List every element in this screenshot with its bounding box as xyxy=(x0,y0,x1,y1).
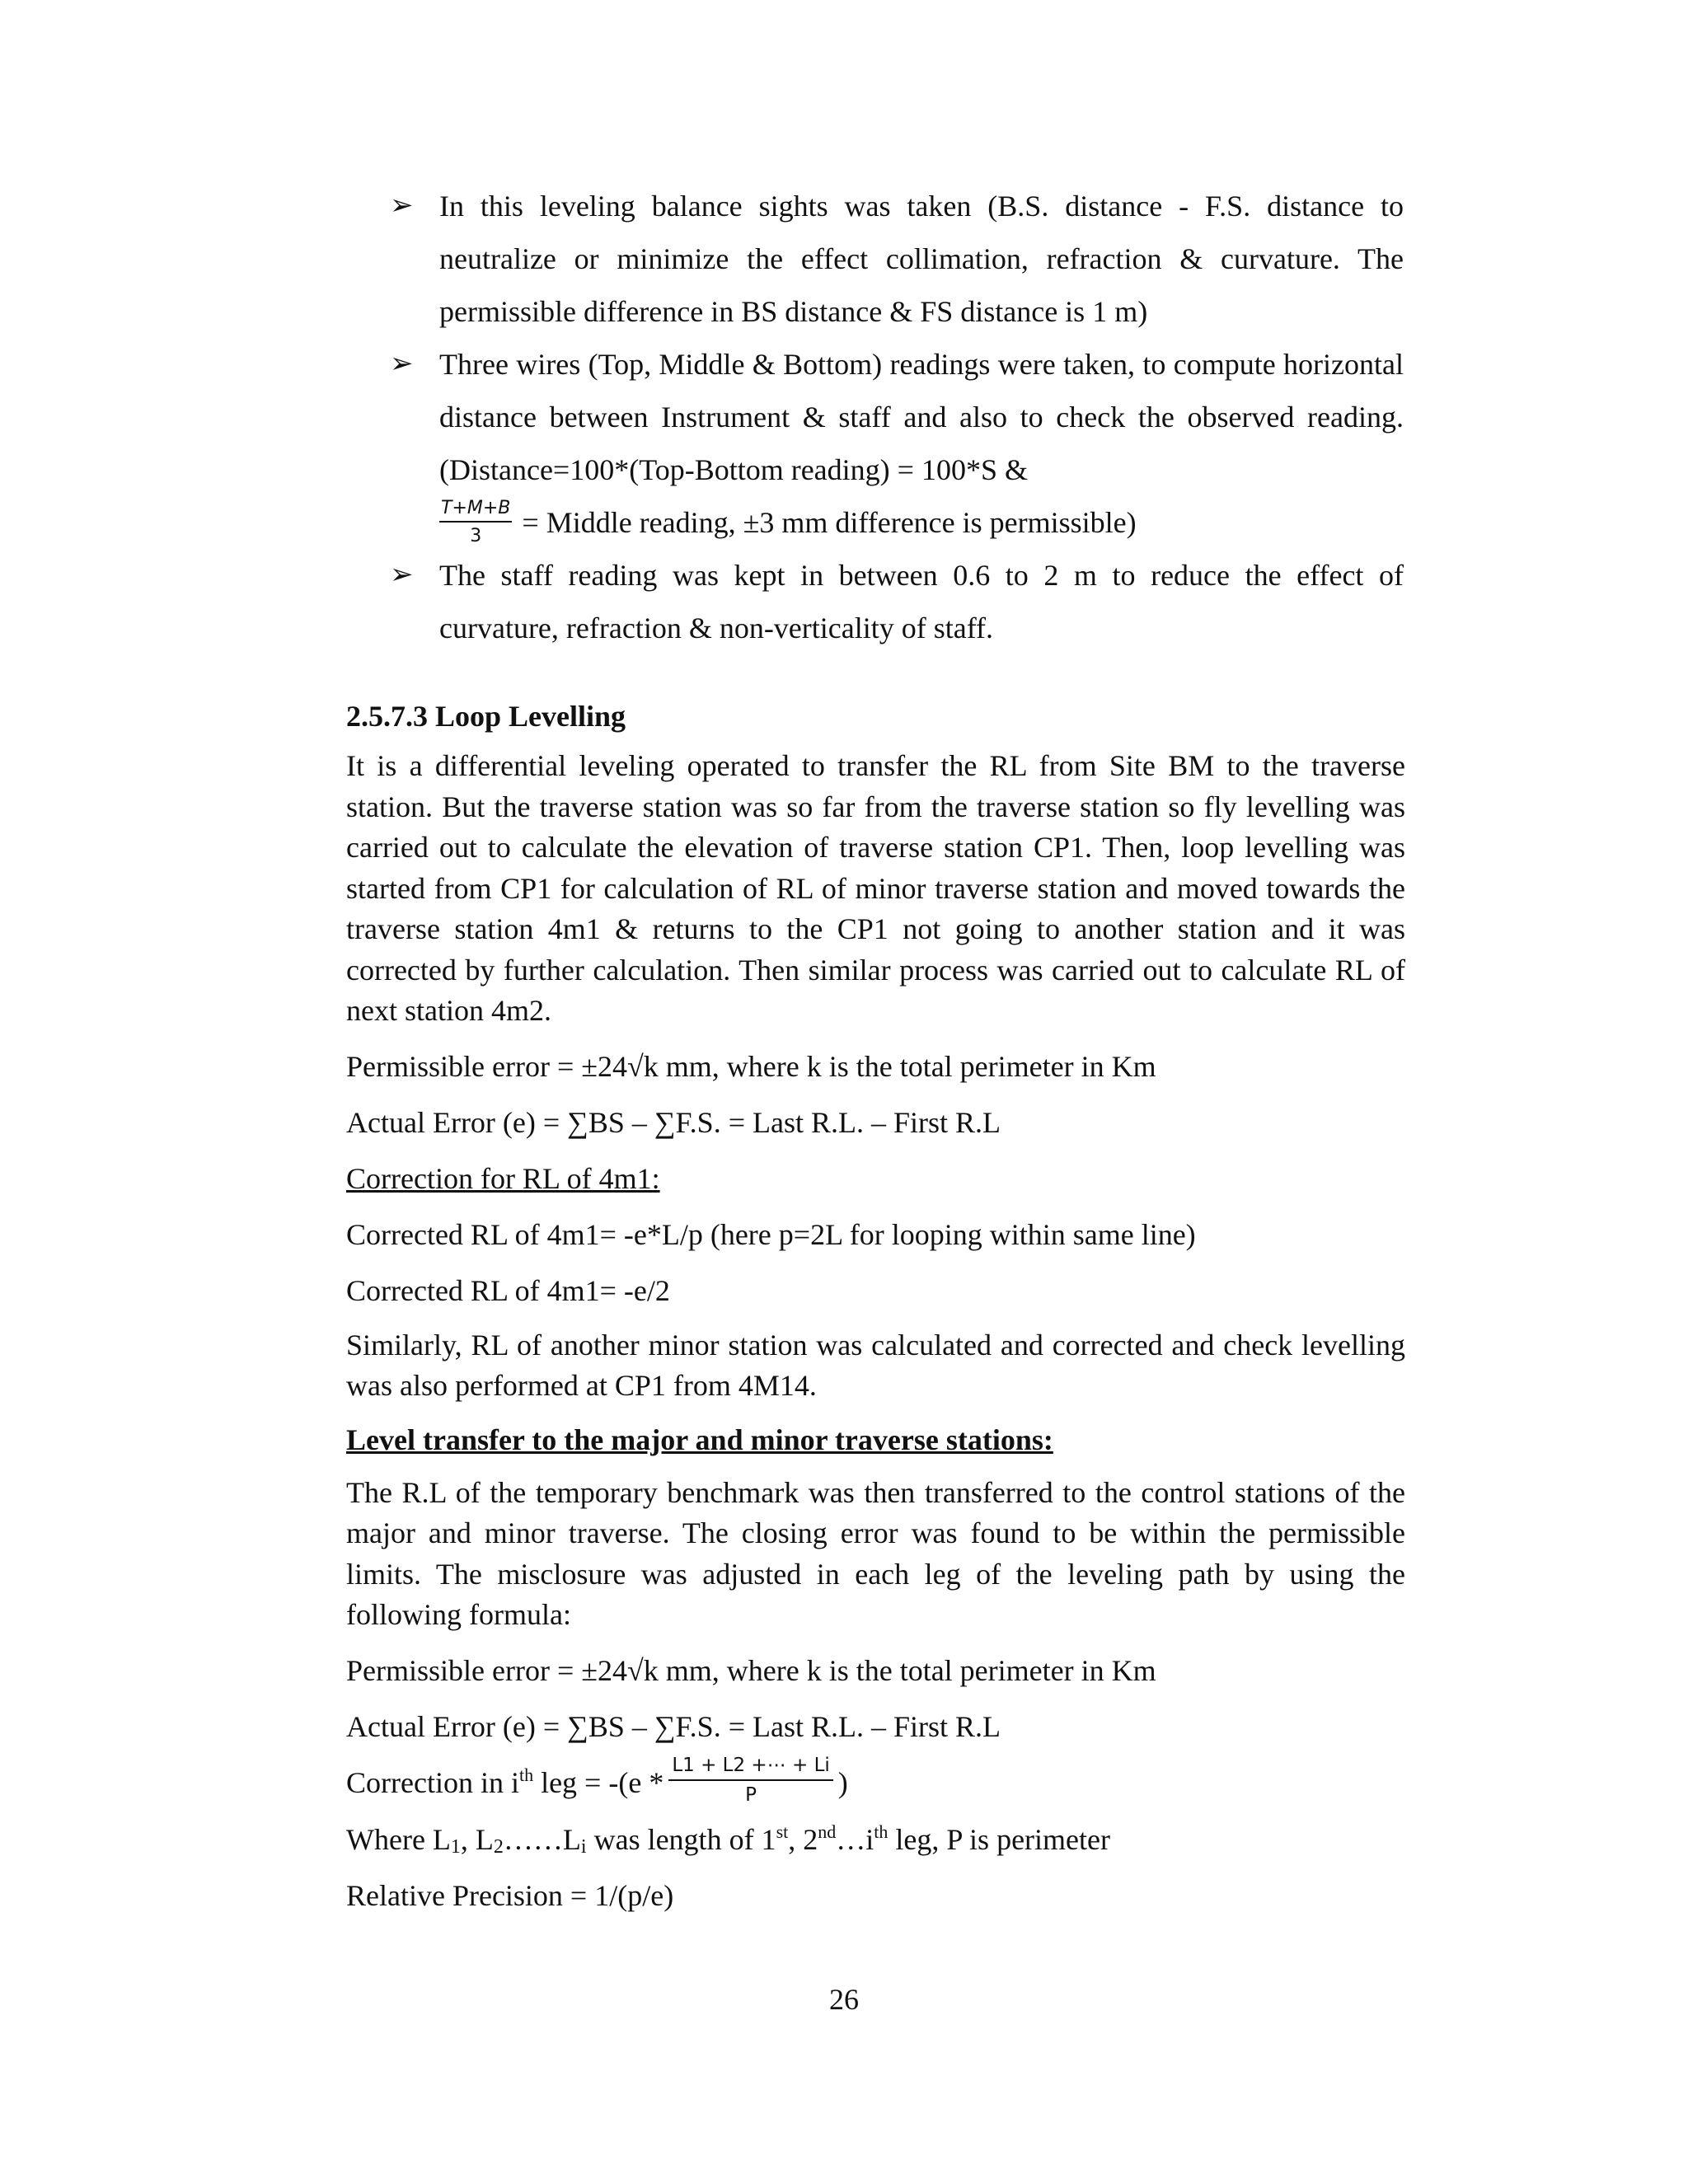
transfer-permissible-error: Permissible error = ±24√k mm, where k is the total perimeter in Km xyxy=(346,1653,1156,1687)
formula-tail: = Middle reading, ±3 mm difference is permissible) xyxy=(522,506,1137,539)
corrected-rl-formula-2: Corrected RL of 4m1= -e/2 xyxy=(346,1273,670,1307)
bullet-item-staff-reading xyxy=(390,549,1404,654)
relative-precision: Relative Precision = 1/(p/e) xyxy=(346,1878,674,1912)
loop-levelling-intro: It is a differential leveling operated to transfer the RL from Site BM to the traverse station. But the traverse station was so far from the traverse station so fly levelling was carried out to calculate the elevation of traverse station CP1. Then, loop levelling was started from CP1 for calculation of RL of minor traverse station and moved towards the traverse station 4m1 & returns to the CP1 not going to another station and it was corrected by further calculation. Then similar process was carried out to calculate RL of next station 4m2. xyxy=(346,749,1405,1027)
bullet-text: The staff reading was kept in between 0.6 to 2 m to reduce the effect of curvature, refraction & non-verticality of staff. xyxy=(439,559,1404,644)
main-content xyxy=(346,696,1405,1930)
fraction-denominator: 3 xyxy=(470,525,482,546)
arrow-bullet-icon: ➢ xyxy=(390,560,414,590)
page-number: 26 xyxy=(829,1983,859,2016)
fraction-denominator: P xyxy=(745,1783,757,1806)
bullet-text: In this leveling balance sights was taken (B.S. distance - F.S. distance to neutralize or minimize the effect collimation, refraction & curvature. The permissible difference in BS distance & FS distance is 1 m) xyxy=(439,190,1404,328)
fraction-numerator: L1 + L2 +⋯ + Li xyxy=(668,1756,832,1781)
bullet-list xyxy=(390,180,1404,654)
tmb-fraction xyxy=(439,499,512,546)
arrow-bullet-icon: ➢ xyxy=(390,190,414,221)
bullet-item-three-wires xyxy=(390,338,1404,549)
corrected-rl-formula-1: Corrected RL of 4m1= -e*L/p (here p=2L for looping within same line) xyxy=(346,1217,1196,1251)
transfer-heading: Level transfer to the major and minor traverse stations: xyxy=(346,1422,1053,1456)
similarly-paragraph: Similarly, RL of another minor station was calculated and corrected and check levelling was also performed at CP1 from 4M14. xyxy=(346,1328,1405,1402)
transfer-paragraph: The R.L of the temporary benchmark was then transferred to the control stations of the major and minor traverse. The closing error was found to be within the permissible limits. The misclosure was adjusted in each leg of the leveling path by using the following formula: xyxy=(346,1475,1405,1631)
actual-error-line: Actual Error (e) = ∑BS – ∑F.S. = Last R.L. – First R.L xyxy=(346,1105,1001,1139)
section-heading: 2.5.7.3 Loop Levelling xyxy=(346,700,626,733)
permissible-error-line: Permissible error = ±24√k mm, where k is the total perimeter in Km xyxy=(346,1049,1156,1083)
correction-heading: Correction for RL of 4m1: xyxy=(346,1161,660,1195)
leg-length-fraction xyxy=(668,1756,832,1805)
correction-leg-formula: Correction in $i^{th}$ leg = -(e * $\frac{L1 + L2 +\cdots + Li}{P}$ ) xyxy=(346,1754,848,1806)
arrow-bullet-icon: ➢ xyxy=(390,349,414,379)
bullet-item-balance-sights xyxy=(390,180,1404,338)
transfer-actual-error: Actual Error (e) = ∑BS – ∑F.S. = Last R.L. – First R.L xyxy=(346,1709,1001,1743)
bullet-text: Three wires (Top, Middle & Bottom) readings were taken, to compute horizontal distance between Instrument & staff and also to check the observed reading. (Distance=100*(Top-Bottom reading) = 100*S & xyxy=(439,348,1404,486)
where-definition: Where $L_1$, $L_2\dots\dots L_i$ was length of 1st, $2nd\dots i^{th}$ leg, P is perimeter xyxy=(346,1821,1110,1858)
fraction-numerator: T+M+B xyxy=(439,499,512,523)
